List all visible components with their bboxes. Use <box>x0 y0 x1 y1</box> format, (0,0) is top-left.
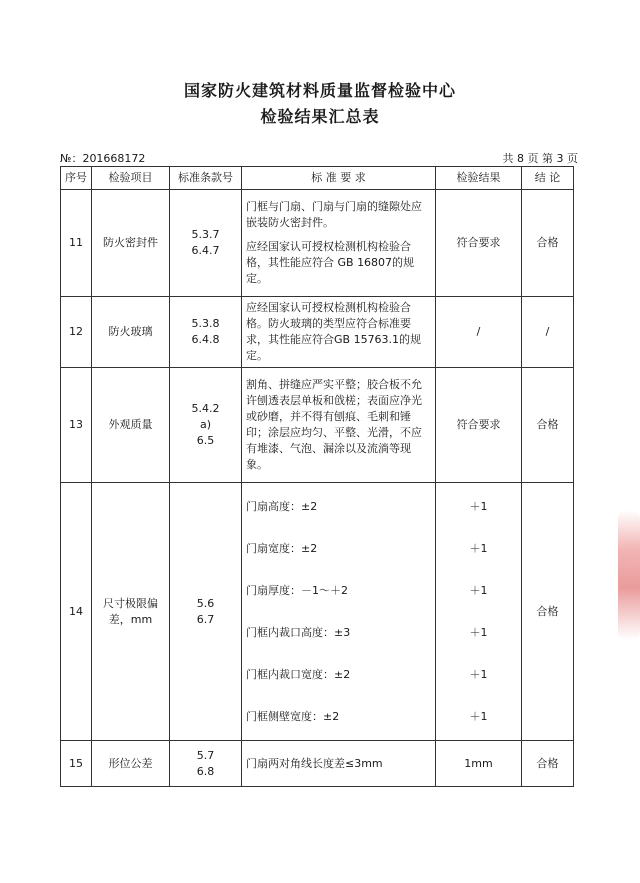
sub-requirement: 门框侧壁宽度：±2 <box>246 709 340 723</box>
row-clause <box>170 190 242 297</box>
row-clause <box>170 297 242 368</box>
row-requirement <box>242 368 436 483</box>
table-row <box>61 741 574 787</box>
row-conclusion: 合格 <box>522 368 574 483</box>
requirement-text: 门扇两对角线长度差≤3mm <box>246 756 383 770</box>
seal-stamp-fragment <box>618 510 640 640</box>
row-no: 14 <box>61 483 92 741</box>
clause-line: 5.3.7 <box>191 228 220 241</box>
row-conclusion: 合格 <box>522 741 574 787</box>
clause-line: 5.6 <box>196 596 215 610</box>
results-table <box>60 166 574 787</box>
sub-result: ＋1 <box>469 541 488 555</box>
requirement-text: 应经国家认可授权检测机构检验合格。防火玻璃的类型应符合标准要求，其性能应符合GB 15763.1的规定。 <box>246 301 422 362</box>
row-requirement <box>242 483 436 741</box>
row-result <box>436 483 522 741</box>
row-item: 尺寸极限偏差，mm <box>92 483 170 741</box>
row-item: 外观质量 <box>92 368 170 483</box>
sub-result: ＋1 <box>469 583 488 597</box>
clause-line: 6.7 <box>196 612 215 626</box>
table-row <box>61 297 574 368</box>
sub-requirement: 门扇高度：±2 <box>246 499 318 513</box>
row-no: 12 <box>61 297 92 368</box>
row-result: / <box>436 297 522 368</box>
report-subtitle: 检验结果汇总表 <box>260 107 380 126</box>
sub-requirement: 门扇厚度：－1～＋2 <box>246 583 348 597</box>
row-conclusion: 合格 <box>522 483 574 741</box>
row-result: 1mm <box>436 741 522 787</box>
row-no: 13 <box>61 368 92 483</box>
row-result: 符合要求 <box>436 190 522 297</box>
clause-line: 6.4.7 <box>191 244 220 257</box>
header-result: 检验结果 <box>436 167 522 190</box>
page-indicator: 共 8 页 第 3 页 <box>502 152 578 165</box>
report-number: №：201668172 <box>60 152 146 165</box>
header-no: 序号 <box>61 167 92 190</box>
requirement-text: 割角、拼缝应严实平整；胶合板不允许刨透表层单板和戗槎；表面应净光或砂磨，并不得有刨痕、毛刺和锤印；涂层应均匀、平整、光滑，不应有堆漆、气泡、漏涂以及流淌等现象。 <box>246 378 422 471</box>
row-requirement <box>242 190 436 297</box>
requirement-text: 应经国家认可授权检测机构检验合格，其性能应符合 GB 16807的规定。 <box>246 240 415 285</box>
row-requirement <box>242 297 436 368</box>
row-clause <box>170 368 242 483</box>
sub-result: ＋1 <box>469 709 488 723</box>
clause-line: 6.5 <box>196 434 215 447</box>
row-no: 11 <box>61 190 92 297</box>
row-conclusion: / <box>522 297 574 368</box>
sub-result: ＋1 <box>469 625 488 639</box>
row-item: 防火密封件 <box>92 190 170 297</box>
clause-line: 6.4.8 <box>191 333 220 346</box>
clause-line: 5.3.8 <box>191 317 220 330</box>
row-no: 15 <box>61 741 92 787</box>
header-requirement: 标 准 要 求 <box>242 167 436 190</box>
sub-requirement: 门框内裁口宽度：±2 <box>246 667 351 681</box>
table-row <box>61 190 574 297</box>
header-item: 检验项目 <box>92 167 170 190</box>
sub-result: ＋1 <box>469 499 488 513</box>
sub-requirement: 门扇宽度：±2 <box>246 541 318 555</box>
row-requirement <box>242 741 436 787</box>
sub-result: ＋1 <box>469 667 488 681</box>
clause-line: 5.7 <box>196 748 215 762</box>
sub-requirement: 门框内裁口高度：±3 <box>246 625 351 639</box>
table-row <box>61 368 574 483</box>
row-item: 防火玻璃 <box>92 297 170 368</box>
row-conclusion: 合格 <box>522 190 574 297</box>
clause-line: 6.8 <box>196 764 215 778</box>
row-item: 形位公差 <box>92 741 170 787</box>
row-clause <box>170 483 242 741</box>
report-title: 国家防火建筑材料质量监督检验中心 <box>183 81 456 100</box>
table-header-row <box>61 167 574 190</box>
row-clause <box>170 741 242 787</box>
requirement-text: 门框与门扇、门扇与门扇的缝隙处应嵌装防火密封件。 <box>246 200 422 229</box>
header-conclusion: 结 论 <box>522 167 574 190</box>
clause-line: 5.4.2 <box>191 402 220 415</box>
table-row <box>61 483 574 741</box>
header-clause: 标准条款号 <box>170 167 242 190</box>
row-result: 符合要求 <box>436 368 522 483</box>
clause-line: a) <box>199 418 212 431</box>
